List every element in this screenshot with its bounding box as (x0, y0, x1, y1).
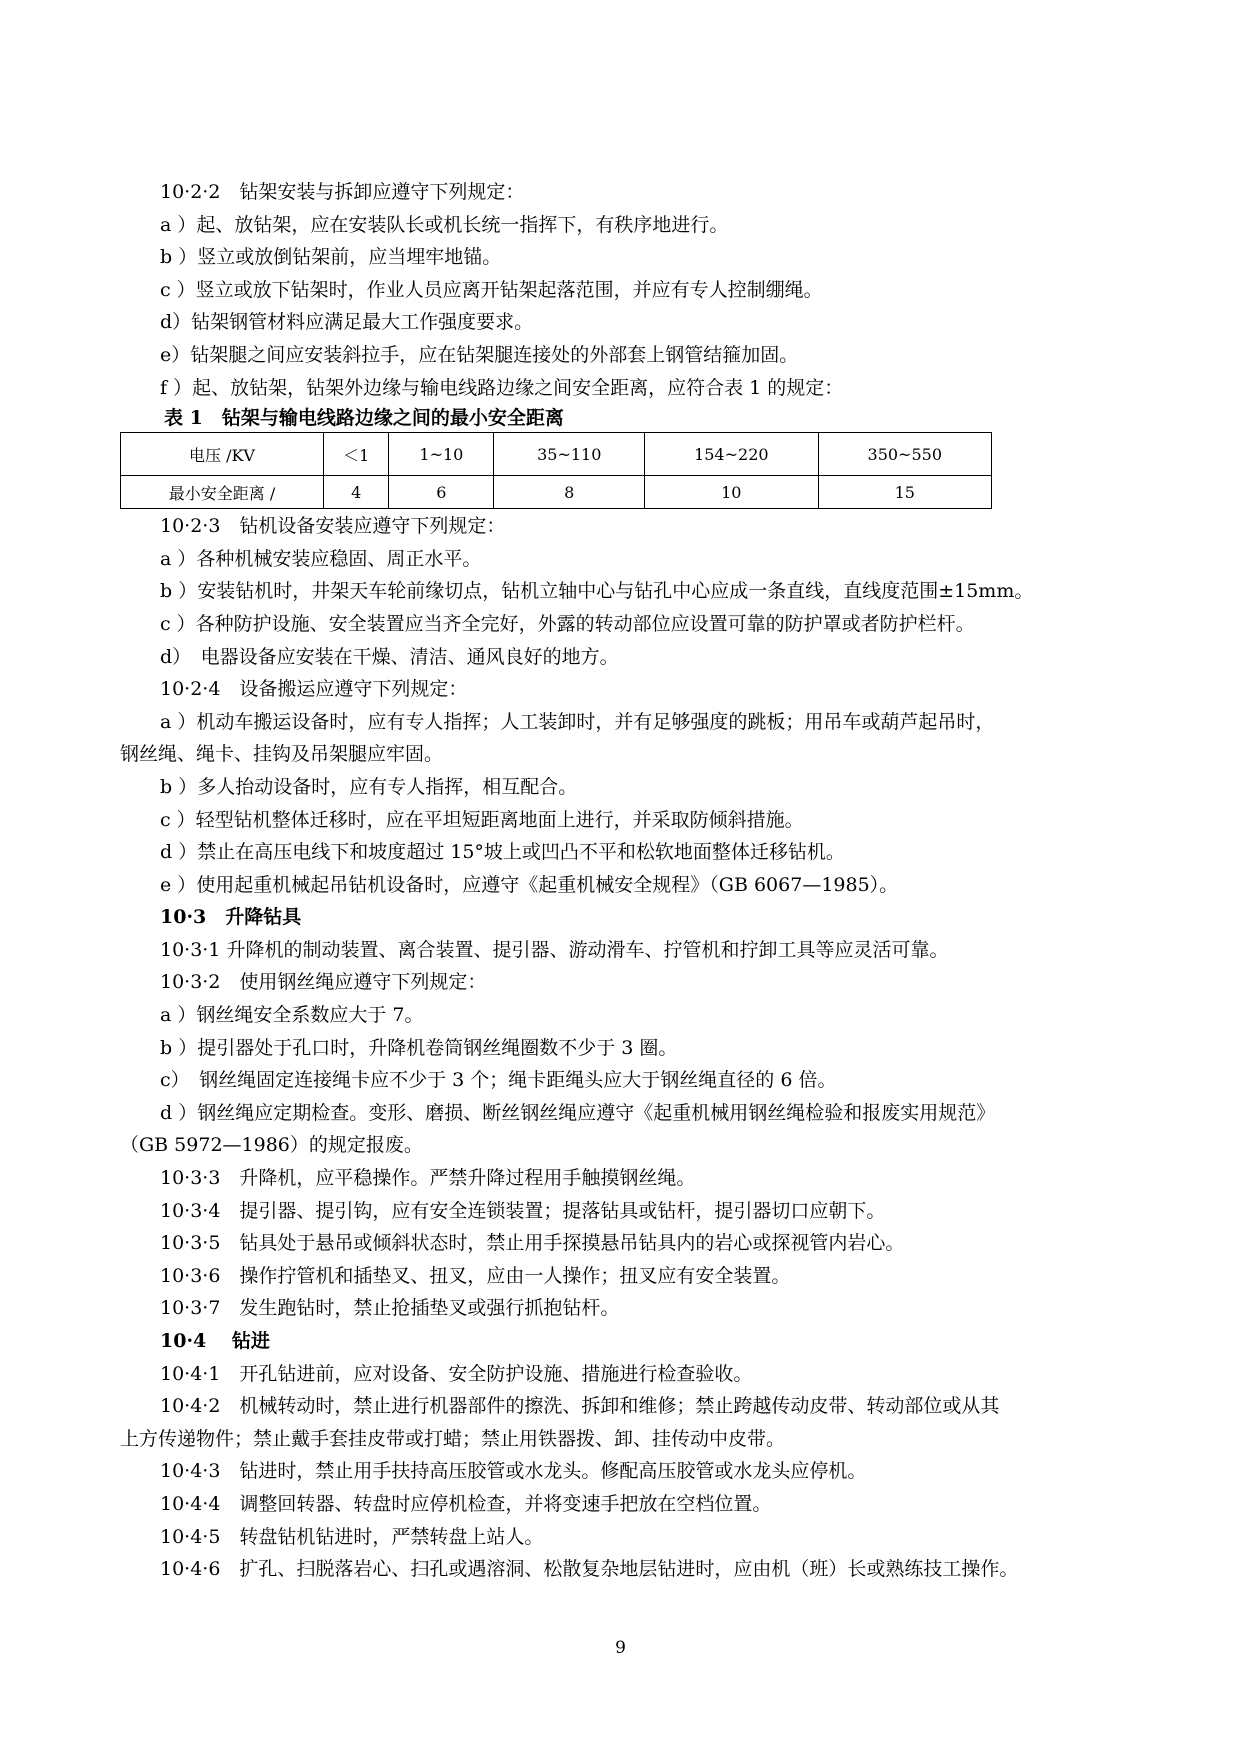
table-row (121, 476, 992, 509)
paragraph: 10·3·4 提引器、提引钩，应有安全连锁装置；提落钻具或钻杆，提引器切口应朝下。 (160, 1199, 886, 1222)
list-item: a ）各种机械安装应稳固、周正水平。 (160, 547, 482, 570)
list-item: f ）起、放钻架，钻架外边缘与输电线路边缘之间安全距离，应符合表 1 的规定： (160, 376, 844, 399)
voltage-cell: ＜1 (324, 433, 389, 476)
list-item: b ）提引器处于孔口时，升降机卷筒钢丝绳圈数不少于 3 圈。 (160, 1036, 678, 1059)
table-row (121, 433, 992, 476)
list-item: a ）钢丝绳安全系数应大于 7。 (160, 1004, 424, 1027)
section-10-4-title: 10·4 钻进 (160, 1330, 270, 1352)
distance-cell: 4 (324, 476, 389, 509)
list-item: c ）各种防护设施、安全装置应当齐全完好，外露的转动部位应设置可靠的防护罩或者防护栏杆。 (160, 612, 975, 635)
paragraph: 10·4·2 机械转动时，禁止进行机器部件的擦洗、拆卸和维修；禁止跨越传动皮带、转动部位或从其 (160, 1395, 1000, 1418)
voltage-label-cell: 电压 /KV (121, 433, 324, 476)
list-item: d ）禁止在高压电线下和坡度超过 15°坡上或凹凸不平和松软地面整体迁移钻机。 (160, 841, 845, 864)
list-item: d）钻架钢管材料应满足最大工作强度要求。 (160, 311, 534, 334)
section-10-2-3-heading: 10·2·3 钻机设备安装应遵守下列规定： (160, 515, 506, 538)
distance-cell: 6 (389, 476, 494, 509)
paragraph: 10·4·5 转盘钻机钻进时，严禁转盘上站人。 (160, 1525, 544, 1548)
section-10-2-4-heading: 10·2·4 设备搬运应遵守下列规定： (160, 678, 468, 701)
voltage-cell: 154~220 (645, 433, 818, 476)
distance-label-cell: 最小安全距离 / (121, 476, 324, 509)
table-caption: 表 1 钻架与输电线路边缘之间的最小安全距离 (164, 407, 564, 430)
paragraph: 10·4·1 开孔钻进前，应对设备、安全防护设施、措施进行检查验收。 (160, 1362, 753, 1385)
paragraph: 10·3·2 使用钢丝绳应遵守下列规定： (160, 971, 487, 994)
paragraph: 10·3·5 钻具处于悬吊或倾斜状态时，禁止用手探摸悬吊钻具内的岩心或探视管内岩心。 (160, 1232, 905, 1255)
list-item: c） 钢丝绳固定连接绳卡应不少于 3 个；绳卡距绳头应大于钢丝绳直径的 6 倍。 (160, 1069, 837, 1092)
distance-cell: 10 (645, 476, 818, 509)
list-item: e ）使用起重机械起吊钻机设备时，应遵守《起重机械安全规程》（GB 6067—1985）。 (160, 873, 899, 896)
list-item: d ）钢丝绳应定期检查。变形、磨损、断丝钢丝绳应遵守《起重机械用钢丝绳检验和报废实用规范》 (160, 1101, 996, 1124)
voltage-cell: 350~550 (818, 433, 991, 476)
paragraph: 10·4·4 调整回转器、转盘时应停机检查，并将变速手把放在空档位置。 (160, 1492, 772, 1515)
page-number: 9 (615, 1638, 626, 1658)
paragraph: 10·4·3 钻进时，禁止用手扶持高压胶管或水龙头。修配高压胶管或水龙头应停机。 (160, 1460, 867, 1483)
paragraph: 10·4·6 扩孔、扫脱落岩心、扫孔或遇溶洞、松散复杂地层钻进时，应由机（班）长或熟练技工操作。 (160, 1558, 1019, 1581)
paragraph: 10·3·3 升降机，应平稳操作。严禁升降过程用手触摸钢丝绳。 (160, 1167, 696, 1190)
section-10-3-title: 10·3 升降钻具 (160, 906, 302, 929)
distance-cell: 15 (818, 476, 991, 509)
list-item: b ）多人抬动设备时，应有专人指挥，相互配合。 (160, 775, 578, 798)
list-item: c ）竖立或放下钻架时，作业人员应离开钻架起落范围，并应有专人控制绷绳。 (160, 278, 823, 301)
list-item: a ）起、放钻架，应在安装队长或机长统一指挥下，有秩序地进行。 (160, 213, 729, 236)
paragraph-continuation: 上方传递物件；禁止戴手套挂皮带或打蜡；禁止用铁器拨、卸、挂传动中皮带。 (120, 1427, 786, 1450)
paragraph: 10·3·7 发生跑钻时，禁止抢插垫叉或强行抓抱钻杆。 (160, 1297, 620, 1320)
paragraph: 10·3·1 升降机的制动装置、离合装置、提引器、游动滑车、拧管机和拧卸工具等应灵活可靠。 (160, 938, 949, 961)
safety-distance-table (120, 432, 992, 509)
list-item: a ）机动车搬运设备时，应有专人指挥；人工装卸时，并有足够强度的跳板；用吊车或葫芦起吊时， (160, 710, 995, 733)
section-10-2-2-heading: 10·2·2 钻架安装与拆卸应遵守下列规定： (160, 181, 525, 203)
distance-cell: 8 (494, 476, 645, 509)
list-item: b ）竖立或放倒钻架前，应当埋牢地锚。 (160, 246, 502, 269)
list-item: e）钻架腿之间应安装斜拉手，应在钻架腿连接处的外部套上钢管结箍加固。 (160, 343, 799, 366)
paragraph: 10·3·6 操作拧管机和插垫叉、扭叉，应由一人操作；扭叉应有安全装置。 (160, 1264, 791, 1287)
voltage-cell: 1~10 (389, 433, 494, 476)
list-item: c ）轻型钻机整体迁移时，应在平坦短距离地面上进行，并采取防倾斜措施。 (160, 808, 804, 831)
list-item-continuation: （GB 5972—1986）的规定报废。 (120, 1134, 423, 1157)
list-item: d） 电器设备应安装在干燥、清洁、通风良好的地方。 (160, 645, 619, 668)
document-body (120, 176, 1130, 1586)
voltage-cell: 35~110 (494, 433, 645, 476)
list-item: b ）安装钻机时，井架天车轮前缘切点，钻机立轴中心与钻孔中心应成一条直线，直线度范围±15mm。 (160, 580, 1034, 603)
list-item-continuation: 钢丝绳、绳卡、挂钩及吊架腿应牢固。 (120, 743, 444, 766)
